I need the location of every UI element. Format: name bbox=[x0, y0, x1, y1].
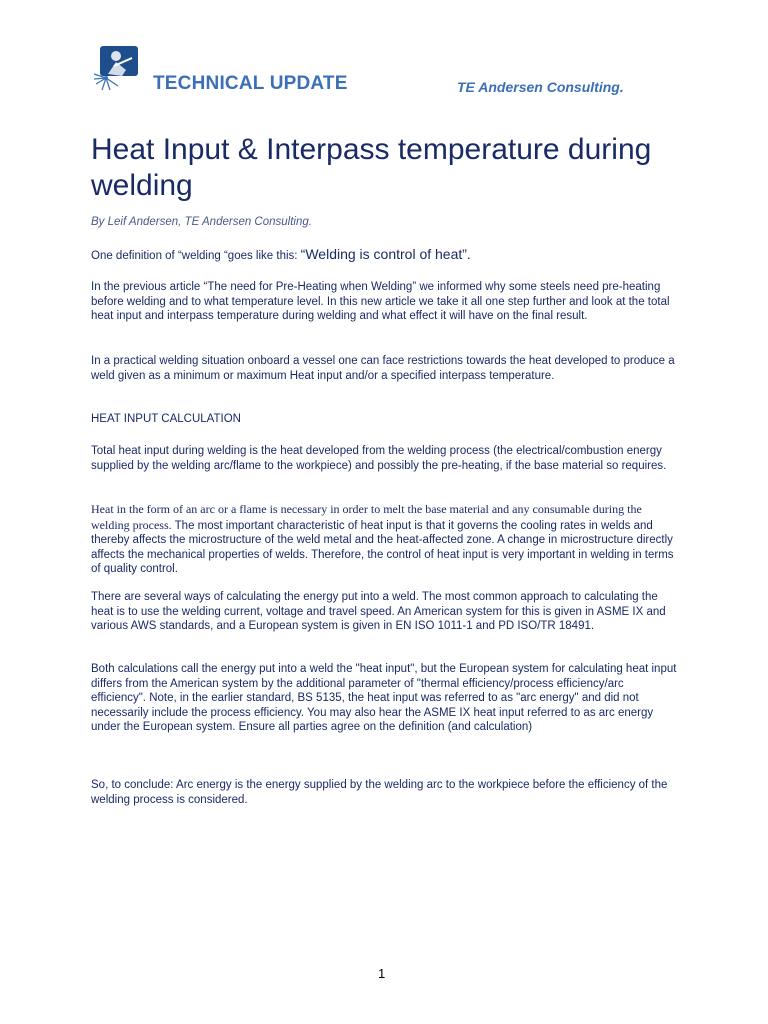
paragraph-total-heat: Total heat input during welding is the heat developed from the welding process (the electrical/combustion energy supplied by the welding arc/flame to the workpiece) and possibly the pre-heating, if the base material so requires. bbox=[91, 445, 667, 472]
header-company: TE Andersen Consulting. bbox=[457, 79, 624, 95]
header-title: TECHNICAL UPDATE bbox=[153, 73, 348, 94]
definition-line bbox=[91, 246, 471, 262]
paragraph-intro: In the previous article “The need for Pre-Heating when Welding” we informed why some steels need pre-heating before welding and to what temperature level. In this new article we take it all one step further and look at the total heat input and interpass temperature during welding and what effect it will have on the final result. bbox=[91, 281, 670, 322]
definition-lead: One definition of “welding “goes like this: bbox=[91, 250, 301, 262]
paragraph-heat-input-definitions: Both calculations call the energy put into a weld the "heat input", but the European system for calculating heat input differs from the American system by the additional parameter of "thermal efficiency/process efficiency/arc efficiency". Note, in the earlier standard, BS 5135, the heat input was referred to as "arc energy" and did not necessarily include the process efficiency. You may also hear the ASME IX heat input referred to as arc energy under the European system. Ensure all parties agree on the definition (and calculation) bbox=[91, 663, 677, 733]
paragraph-conclusion: So, to conclude: Arc energy is the energy supplied by the welding arc to the workpiece before the efficiency of the welding process is considered. bbox=[91, 779, 668, 806]
welder-logo-icon bbox=[92, 44, 140, 92]
paragraph-heat-form-lead: Heat in the form of an arc or a flame is necessary in order to melt the base material and any consumable during the welding process. bbox=[91, 502, 642, 532]
section-heading: HEAT INPUT CALCULATION bbox=[91, 413, 241, 425]
byline: By Leif Andersen, TE Andersen Consulting. bbox=[91, 216, 312, 228]
definition-quote: “Welding is control of heat”. bbox=[300, 246, 471, 262]
paragraph-heat-form-rest: The most important characteristic of heat input is that it governs the cooling rates in welds and thereby affects the microstructure of the weld metal and the heat-affected zone. A change in microstructure directly affects the mechanical properties of welds. Therefore, the control of heat input is very important in welding in terms of quality control. bbox=[91, 519, 674, 575]
page-number: 1 bbox=[378, 966, 386, 981]
paragraph-heat-form bbox=[91, 502, 679, 577]
paragraph-calculation-methods: There are several ways of calculating the energy put into a weld. The most common approach to calculating the heat is to use the welding current, voltage and travel speed. An American system for this is given in ASME IX and various AWS standards, and a European system is given in EN ISO 1011-1 and PD ISO/TR 18491. bbox=[91, 591, 666, 632]
document-title: Heat Input & Interpass temperature during welding bbox=[91, 133, 652, 202]
paragraph-practical: In a practical welding situation onboard a vessel one can face restrictions towards the heat developed to produce a weld given as a minimum or maximum Heat input and/or a specified interpass temperature. bbox=[91, 355, 675, 382]
